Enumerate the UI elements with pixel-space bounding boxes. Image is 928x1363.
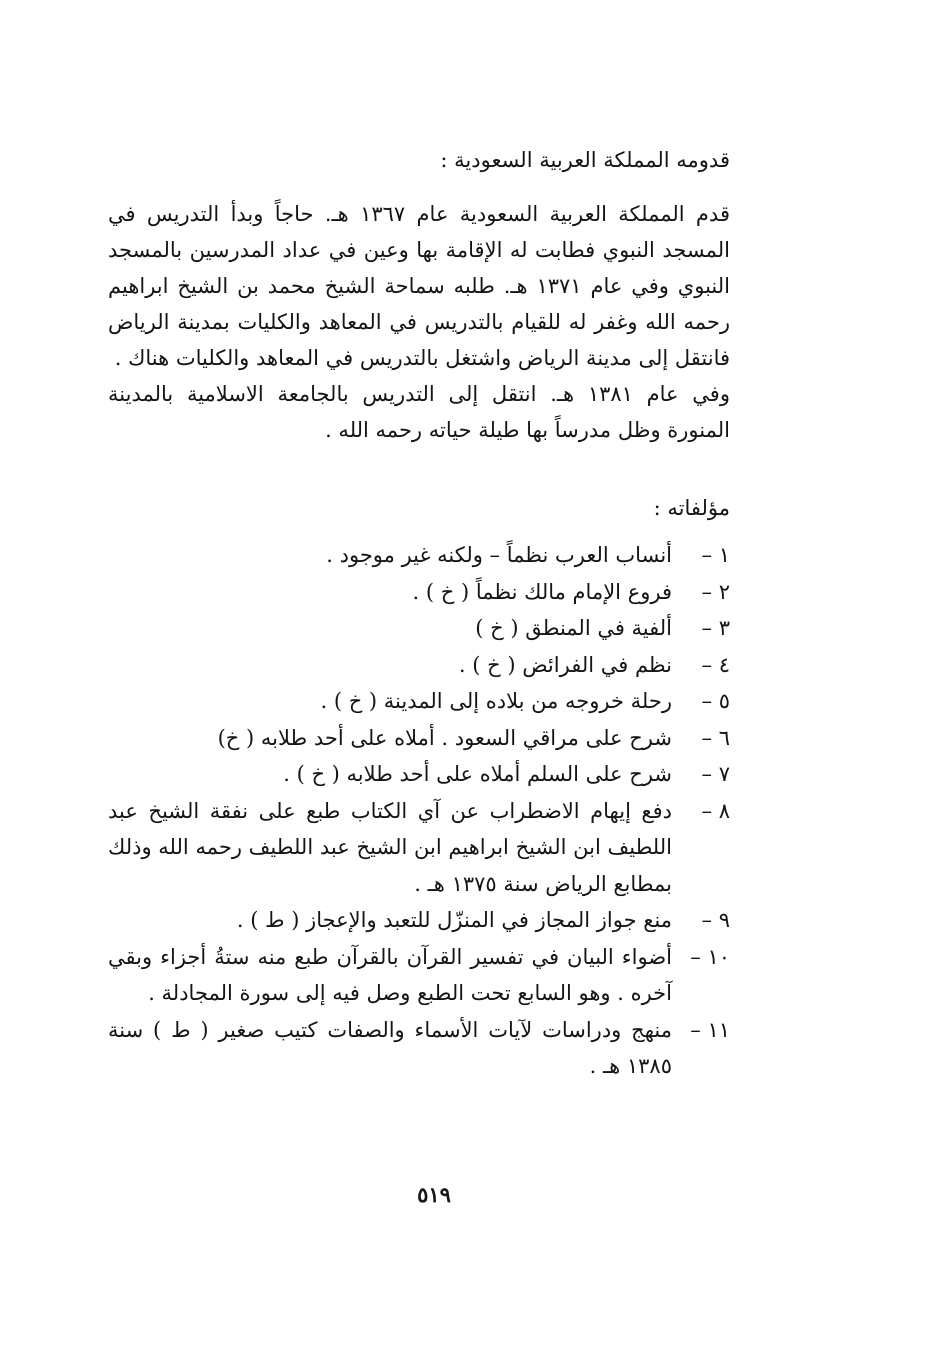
- item-number: ٣ –: [701, 616, 730, 640]
- item-number: ٥ –: [701, 689, 730, 713]
- item-text: شرح على السلم أملاه على أحد طلابه ( خ ) .: [283, 762, 672, 786]
- paragraph-arrival: قدم المملكة العربية السعودية عام ١٣٦٧ هـ. حاجاً وبدأ التدريس في المسجد النبوي فطابت له الإقامة بها وعين في عداد المدرسين بالمسجد النبوي وفي عام ١٣٧١ هـ. طلبه سماحة الشيخ محمد بن الشيخ ابراهيم رحمه الله وغفر له للقيام بالتدريس في المعاهد والكليات بمدينة الرياض فانتقل إلى مدينة الرياض واشتغل بالتدريس في المعاهد والكليات هناك .: [108, 202, 730, 370]
- list-item: [108, 793, 730, 903]
- item-text: أضواء البيان في تفسير القرآن بالقرآن طبع منه ستةُ أجزاء وبقي آخره . وهو السابع تحت الطبع وصل فيه إلى سورة المجادلة .: [108, 944, 672, 1005]
- item-text: نظم في الفرائض ( خ ) .: [458, 652, 672, 677]
- list-item: [108, 610, 730, 647]
- paragraph-madinah: وفي عام ١٣٨١ هـ. انتقل إلى التدريس بالجامعة الاسلامية بالمدينة المنورة وظل مدرساً بها طيلة حياته رحمه الله .: [108, 382, 730, 442]
- item-number: ٩ –: [701, 908, 730, 932]
- list-item: [108, 902, 730, 939]
- item-text: شرح على مراقي السعود . أملاه على أحد طلابه ( خ): [217, 725, 672, 750]
- item-number: ٨ –: [701, 798, 730, 823]
- list-item: [108, 647, 730, 684]
- list-item: [108, 939, 730, 1012]
- item-number: ٧ –: [701, 762, 730, 786]
- list-item: [108, 574, 730, 611]
- list-item: [108, 683, 730, 720]
- item-number: ٤ –: [701, 652, 730, 677]
- list-item: [108, 756, 730, 793]
- item-text: منع جواز المجاز في المنزّل للتعبد والإعجاز ( ط ) .: [236, 908, 672, 932]
- works-list: [108, 537, 730, 1085]
- item-number: ٢ –: [701, 579, 730, 604]
- item-text: ألفية في المنطق ( خ ): [475, 616, 672, 640]
- list-item: [108, 537, 730, 574]
- item-text: أنساب العرب نظماً – ولكنه غير موجود .: [326, 543, 672, 567]
- section-heading: قدومه المملكة العربية السعودية :: [440, 148, 730, 172]
- works-heading: مؤلفاته :: [653, 496, 730, 520]
- item-number: ١١ –: [690, 1017, 730, 1042]
- list-item: [108, 720, 730, 757]
- item-text: منهج ودراسات لآيات الأسماء والصفات كتيب صغير ( ط ) سنة ١٣٨٥ هـ .: [108, 1017, 672, 1078]
- item-text: دفع إيهام الاضطراب عن آي الكتاب طبع على نفقة الشيخ عبد اللطيف ابن الشيخ ابراهيم ابن الشيخ عبد اللطيف رحمه الله وذلك بمطابع الرياض سنة ١٣٧٥ هـ .: [108, 798, 672, 896]
- page-number: ٥١٩: [417, 1182, 451, 1207]
- item-text: فروع الإمام مالك نظماً ( خ ) .: [412, 579, 672, 604]
- biography-text: [108, 196, 730, 448]
- item-text: رحلة خروجه من بلاده إلى المدينة ( خ ) .: [320, 689, 672, 713]
- item-number: ١٠ –: [690, 944, 730, 969]
- list-item: [108, 1012, 730, 1085]
- item-number: ٦ –: [701, 725, 730, 750]
- item-number: ١ –: [701, 543, 730, 567]
